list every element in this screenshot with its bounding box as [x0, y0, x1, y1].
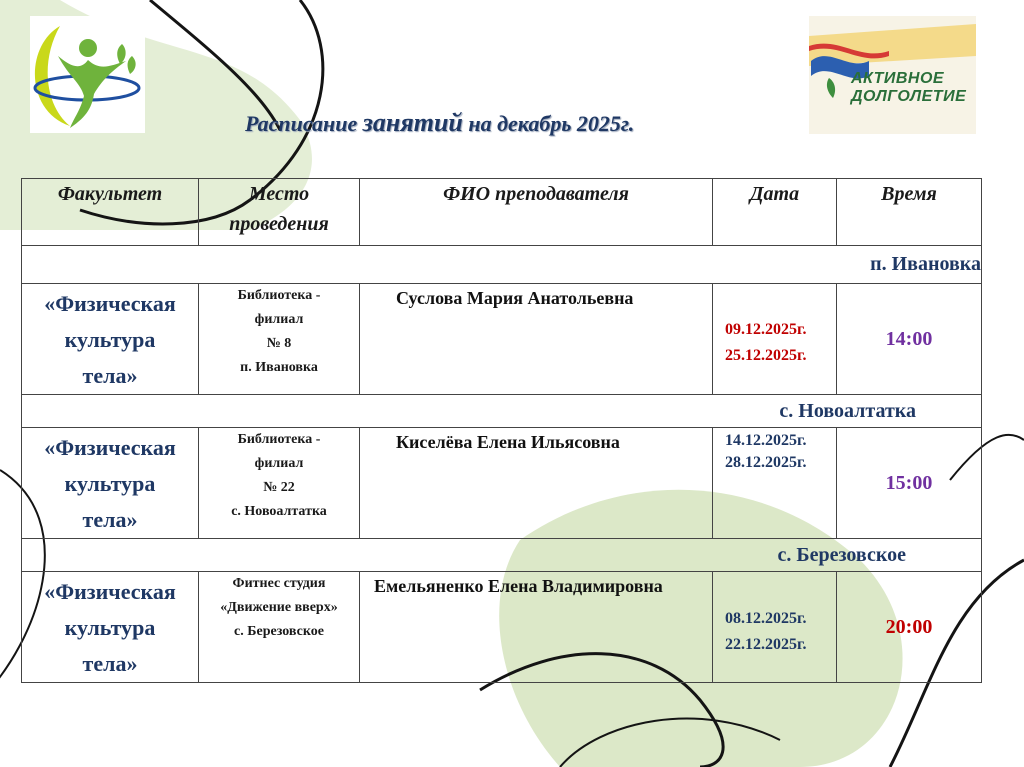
place-line-4: п. Ивановка [240, 360, 318, 375]
schedule-table [21, 178, 982, 683]
title-part-3: на декабрь 2025г. [468, 111, 635, 136]
place-line-2: «Движение вверх» [220, 600, 338, 615]
place-line-3: № 8 [266, 336, 292, 351]
date-cell [713, 572, 837, 683]
place-line-2: филиал [254, 312, 304, 327]
table-row [22, 428, 982, 539]
location-label: с. Березовское [22, 539, 982, 572]
faculty-line-1: «Физическая [44, 579, 176, 604]
time-cell: 14:00 [837, 284, 982, 395]
time-cell: 20:00 [837, 572, 982, 683]
header-time: Время [837, 179, 982, 246]
header-teacher: ФИО преподавателя [360, 179, 713, 246]
date-1: 09.12.2025г. [725, 321, 807, 338]
location-row [22, 539, 982, 572]
place-cell [199, 284, 360, 395]
page-title [245, 108, 634, 138]
organization-logo [30, 16, 145, 133]
faculty-line-3: тела» [82, 363, 138, 388]
header-place-line-1: Место [248, 183, 310, 205]
place-line-1: Библиотека - [237, 288, 321, 303]
location-row [22, 246, 982, 284]
place-cell [199, 428, 360, 539]
header-place-line-2: проведения [229, 213, 329, 235]
faculty-line-1: «Физическая [44, 291, 176, 316]
title-part-1: Расписание [245, 111, 358, 136]
faculty-cell [22, 572, 199, 683]
faculty-line-2: культура [64, 327, 156, 352]
date-cell [713, 284, 837, 395]
teacher-cell: Суслова Мария Анатольевна [360, 284, 713, 395]
time-cell: 15:00 [837, 428, 982, 539]
faculty-cell [22, 428, 199, 539]
active-longevity-logo [809, 16, 976, 134]
header-place [199, 179, 360, 246]
place-line-3: № 22 [263, 480, 295, 495]
logo-line-2: ДОЛГОЛЕТИЕ [851, 88, 967, 105]
person-leaf-logo-icon [30, 16, 145, 133]
table-row [22, 572, 982, 683]
faculty-line-2: культура [64, 615, 156, 640]
date-1: 08.12.2025г. [725, 610, 807, 627]
table-row [22, 284, 982, 395]
place-line-1: Фитнес студия [232, 576, 326, 591]
date-1: 14.12.2025г. [725, 432, 807, 449]
date-2: 25.12.2025г. [725, 347, 807, 364]
faculty-line-2: культура [64, 471, 156, 496]
place-cell [199, 572, 360, 683]
date-2: 28.12.2025г. [725, 454, 807, 471]
table-header-row [22, 179, 982, 246]
location-label: с. Новоалтатка [22, 395, 982, 428]
title-part-2: занятий [362, 108, 463, 137]
place-line-3: с. Березовское [234, 624, 324, 639]
faculty-line-1: «Физическая [44, 435, 176, 460]
faculty-cell [22, 284, 199, 395]
location-label: п. Ивановка [22, 246, 982, 284]
header-date: Дата [713, 179, 837, 246]
location-row [22, 395, 982, 428]
teacher-cell: Емельяненко Елена Владимировна [360, 572, 713, 683]
faculty-line-3: тела» [82, 507, 138, 532]
date-cell [713, 428, 837, 539]
teacher-cell: Киселёва Елена Ильясовна [360, 428, 713, 539]
place-line-1: Библиотека - [237, 432, 321, 447]
logo-wordmark [851, 70, 966, 106]
place-line-4: с. Новоалтатка [231, 504, 327, 519]
date-2: 22.12.2025г. [725, 636, 807, 653]
logo-line-1: АКТИВНОЕ [851, 70, 945, 87]
faculty-line-3: тела» [82, 651, 138, 676]
place-line-2: филиал [254, 456, 304, 471]
header-faculty: Факультет [22, 179, 199, 246]
